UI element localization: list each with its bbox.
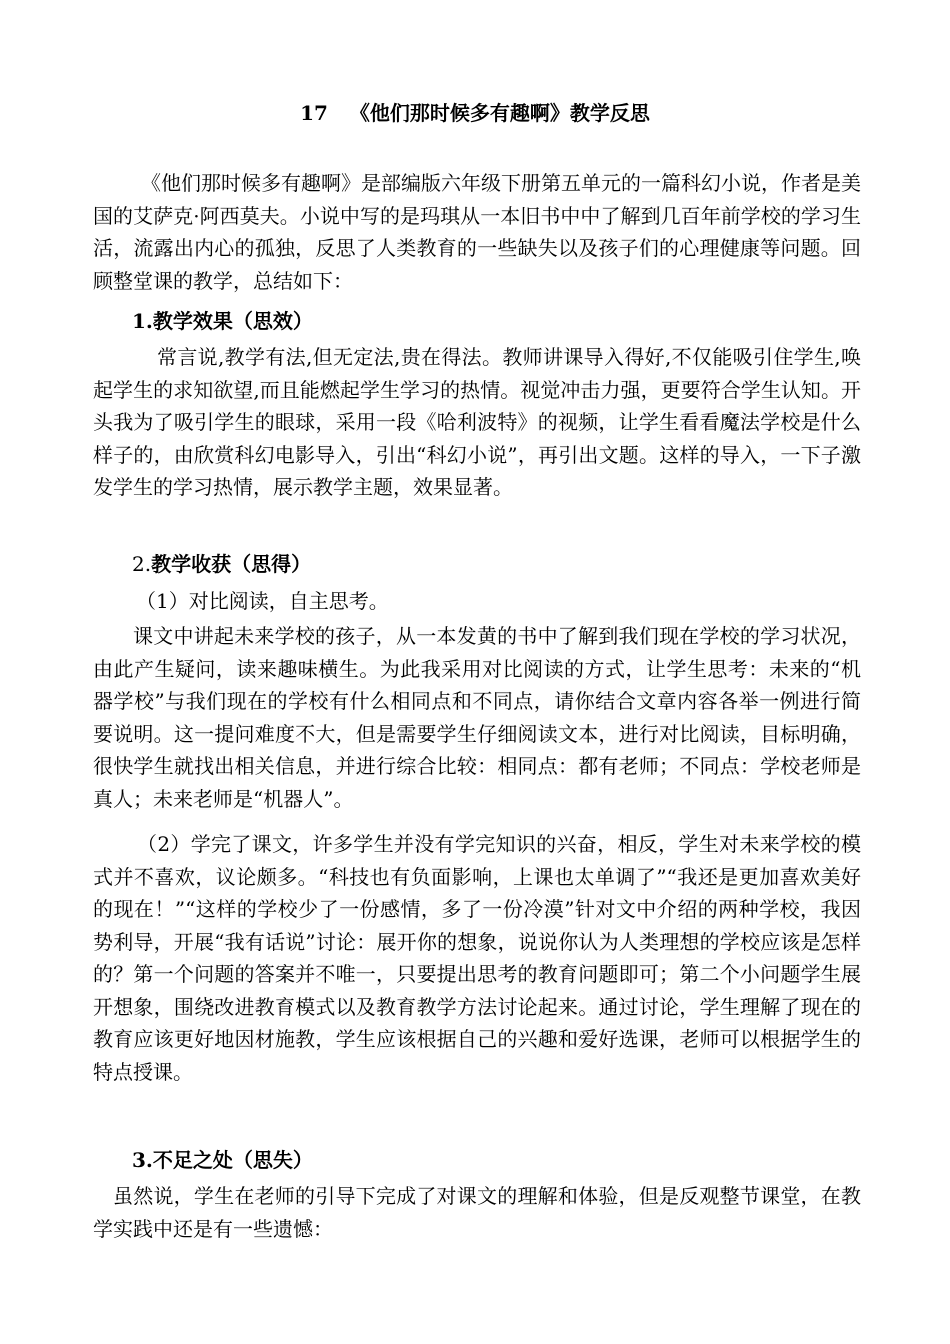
intro-paragraph: 《他们那时候多有趣啊》是部编版六年级下册第五单元的一篇科幻小说，作者是美国的艾萨克·阿西莫夫。小说中写的是玛琪从一本旧书中中了解到几百年前学校的学习生活，流露出内心的孤独，反思了人类教育的一些缺失以及孩子们的心理健康等问题。回顾整堂课的教学，总结如下：: [93, 171, 861, 293]
section2-sub1-paragraph: 课文中讲起未来学校的孩子，从一本发黄的书中了解到我们现在学校的学习状况，由此产生疑问，读来趣味横生。为此我采用对比阅读的方式，让学生思考：未来的“机器学校”与我们现在的学校有什么相同点和不同点，请你结合文章内容各举一例进行简要说明。这一提问难度不大，但是需要学生仔细阅读文本，进行对比阅读，目标明确，很快学生就找出相关信息，并进行综合比较：相同点：都有老师；不同点：学校老师是真人；未来老师是“机器人”。: [93, 624, 861, 811]
section3-heading: [132, 1144, 313, 1176]
section1-paragraph: 常言说,教学有法,但无定法,贵在得法。教师讲课导入得好,不仅能吸引住学生,唤起学生的求知欲望,而且能燃起学生学习的热情。视觉冲击力强，更要符合学生认知。开头我为了吸引学生的眼球，采用一段《哈利波特》的视频，让学生看看魔法学校是什么样子的，由欣赏科幻电影导入，引出“科幻小说”，再引出文题。这样的导入，一下子激发学生的学习热情，展示教学主题，效果显著。: [93, 345, 861, 499]
section2-sub2-paragraph: （2）学完了课文，许多学生并没有学完知识的兴奋，相反，学生对未来学校的模式并不喜欢，议论颇多。“科技也有负面影响，上课也太单调了”“我还是更加喜欢美好的现在！”“这样的学校少了一份感情，多了一份冷漠”针对文中介绍的两种学校，我因势利导，开展“我有话说”讨论：展开你的想象，说说你认为人类理想的学校应该是怎样的？第一个问题的答案并不唯一，只要提出思考的教育问题即可；第二个小问题学生展开想象，围绕改进教育模式以及教育教学方法讨论起来。通过讨论，学生理解了现在的教育应该更好地因材施教，学生应该根据自己的兴趣和爱好选课，老师可以根据学生的特点授课。: [93, 832, 861, 1084]
section2-sub1-heading: （1）对比阅读，自主思考。: [136, 589, 389, 613]
section1-title: 教学效果（思效）: [152, 309, 313, 333]
document-title: [0, 98, 950, 128]
title-number: 17: [300, 101, 328, 125]
section1-heading: [132, 305, 313, 337]
title-text: 《他们那时候多有趣啊》教学反思: [349, 101, 650, 125]
section2-heading: [132, 548, 311, 580]
section3-number: 3.: [132, 1148, 153, 1172]
section1-number: 1.: [132, 309, 153, 333]
section2-title: 教学收获（思得）: [151, 552, 312, 576]
section3-paragraph: 虽然说，学生在老师的引导下完成了对课文的理解和体验，但是反观整节课堂，在教学实践中还是有一些遗憾：: [93, 1184, 861, 1241]
section2-number: 2.: [132, 552, 152, 576]
section3-title: 不足之处（思失）: [152, 1148, 313, 1172]
